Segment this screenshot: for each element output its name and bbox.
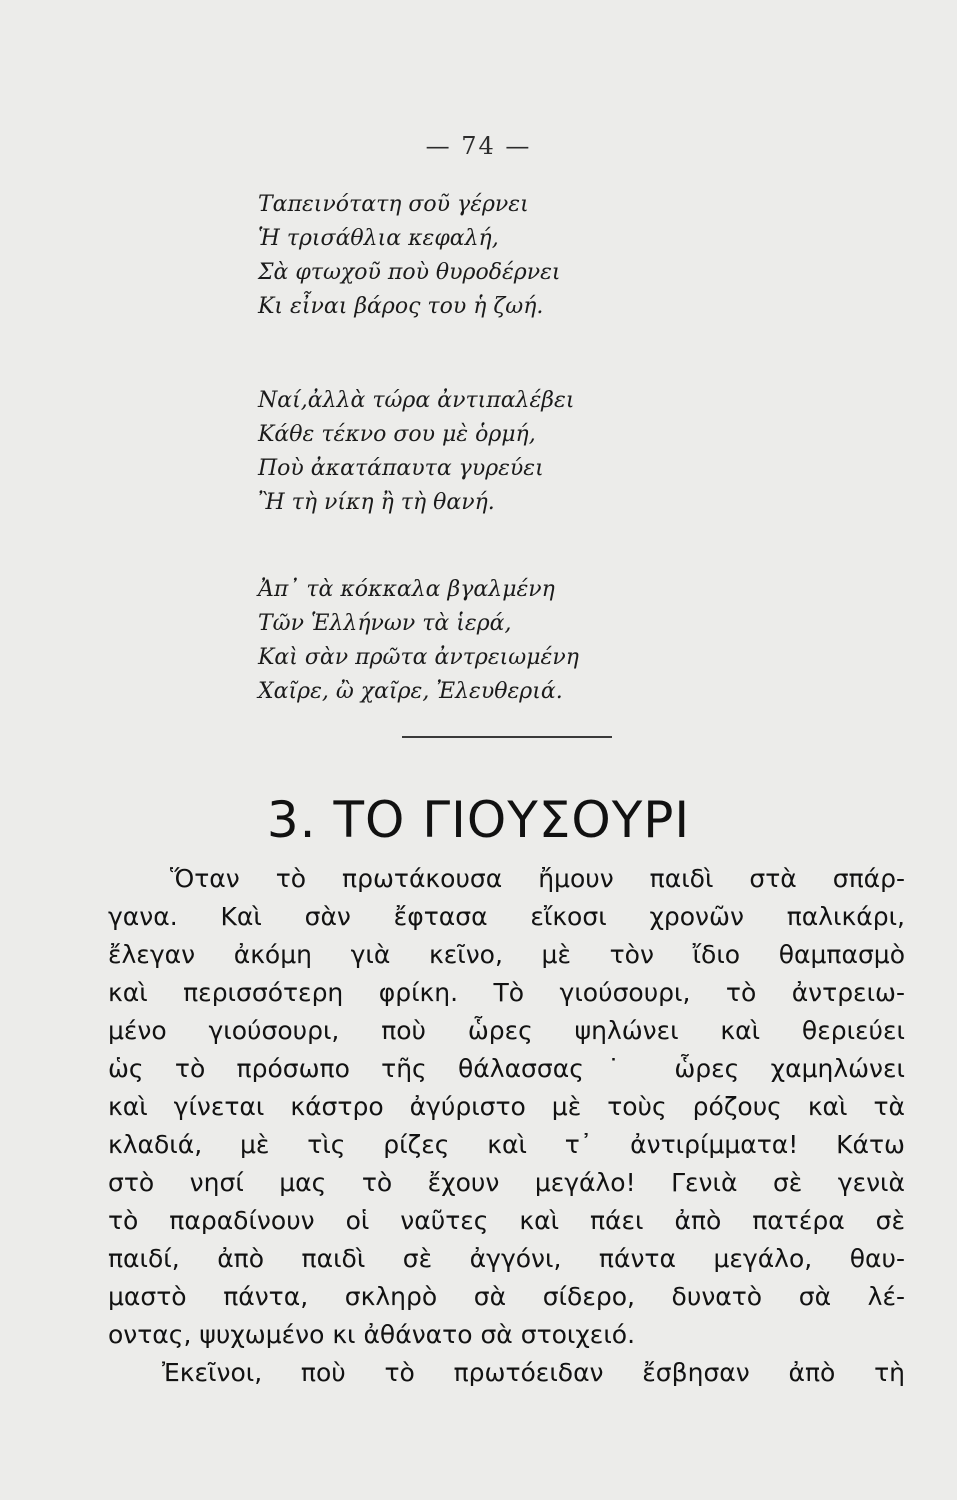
- section-separator: [402, 736, 612, 738]
- prose-line: καὶ γίνεται κάστρο ἀγύριστο μὲ τοὺς ρόζους καὶ τὰ: [108, 1092, 905, 1121]
- chapter-heading: 3. ΤΟ ΓΙΟΥΣΟΥΡΙ: [266, 791, 691, 849]
- poem-line: Κι εἶναι βάρος του ἡ ζωή.: [258, 294, 544, 319]
- poem-line: Καὶ σὰν πρῶτα ἀντρειωμένη: [258, 645, 579, 670]
- poem-line: Ἀπ᾽ τὰ κόκκαλα βγαλμένη: [258, 577, 555, 602]
- poem-stanza-1: [258, 188, 818, 324]
- prose-line: μαστὸ πάντα, σκληρὸ σὰ σίδερο, δυνατὸ σὰ λέ-: [108, 1282, 905, 1311]
- prose-line: γανα. Καὶ σὰν ἔφτασα εἴκοσι χρονῶν παλικάρι,: [108, 902, 905, 931]
- poem-stanza-2: [258, 384, 818, 520]
- prose-line: παιδί, ἀπὸ παιδὶ σὲ ἀγγόνι, πάντα μεγάλο, θαυ-: [108, 1244, 905, 1273]
- poem-line: Τῶν Ἑλλήνων τὰ ἱερά,: [258, 611, 512, 636]
- prose-line: καὶ περισσότερη φρίκη. Τὸ γιούσουρι, τὸ ἀντρειω-: [108, 978, 905, 1007]
- page-number: — 74 —: [425, 132, 532, 160]
- prose-line: Ἐκεῖνοι, ποὺ τὸ πρωτόειδαν ἔσβησαν ἀπὸ τὴ: [162, 1358, 905, 1387]
- prose-line: οντας, ψυχωμένο κι ἀθάνατο σὰ στοιχειό.: [108, 1320, 636, 1349]
- prose-line: στὸ νησί μας τὸ ἔχουν μεγάλο! Γενιὰ σὲ γενιὰ: [108, 1168, 905, 1197]
- poem-line: Ἢ τὴ νίκη ἢ τὴ θανή.: [258, 490, 495, 515]
- poem-line: Ναί,ἀλλὰ τώρα ἀντιπαλέβει: [258, 388, 575, 413]
- prose-paragraphs: [108, 860, 905, 1392]
- prose-line: μένο γιούσουρι, ποὺ ὧρες ψηλώνει καὶ θεριεύει: [108, 1016, 905, 1045]
- poem-stanza-3: [258, 573, 818, 709]
- poem-line: Ἡ τρισάθλια κεφαλή,: [258, 226, 499, 251]
- poem-line: Κάθε τέκνο σου μὲ ὁρμή,: [258, 422, 536, 447]
- poem-line: Ποὺ ἀκατάπαυτα γυρεύει: [258, 456, 544, 481]
- poem-line: Σὰ φτωχοῦ ποὺ θυροδέρνει: [258, 260, 561, 285]
- prose-line: ἔλεγαν ἀκόμη γιὰ κεῖνο, μὲ τὸν ἴδιο θαμπασμὸ: [108, 940, 905, 969]
- prose-line: ὡς τὸ πρόσωπο τῆς θάλασσας˙ ὧρες χαμηλώνει: [108, 1054, 905, 1083]
- prose-line: τὸ παραδίνουν οἱ ναῦτες καὶ πάει ἀπὸ πατέρα σὲ: [108, 1206, 905, 1235]
- prose-line: Ὅταν τὸ πρωτάκουσα ἤμουν παιδὶ στὰ σπάρ-: [170, 864, 905, 893]
- poem-line: Χαῖρε, ὢ χαῖρε, Ἐλευθεριά.: [258, 679, 563, 704]
- poem-line: Ταπεινότατη σοῦ γέρνει: [258, 192, 529, 217]
- prose-line: κλαδιά, μὲ τὶς ρίζες καὶ τ᾽ ἀντιρίμματα! Κάτω: [108, 1130, 905, 1159]
